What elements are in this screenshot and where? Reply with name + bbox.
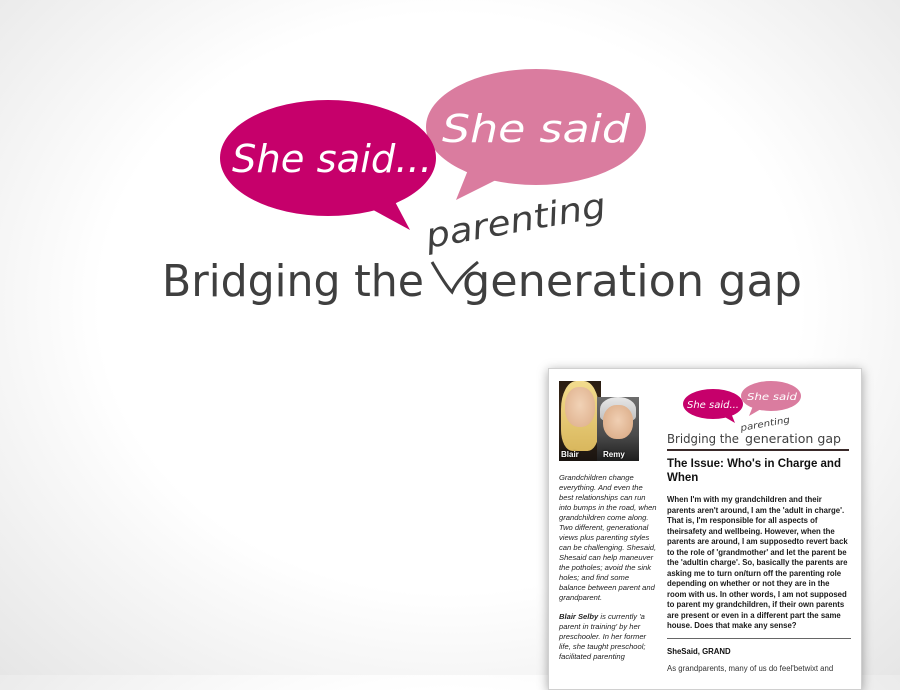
card-left-column xyxy=(559,381,659,671)
blair-photo xyxy=(559,381,601,461)
bubble-right-text: She said xyxy=(442,107,632,151)
card-bubble-right-text: She said xyxy=(747,392,798,403)
bubble-left-text: She said... xyxy=(232,137,432,181)
card-tagline-left: Bridging the xyxy=(667,432,739,446)
remy-photo-label: Remy xyxy=(603,450,625,459)
author-photos xyxy=(559,381,639,461)
response-body: As grandparents, many of us do feel'betwixt and xyxy=(667,663,834,673)
intro-paragraph: Grandchildren change everything. And even the best relationships can run into bumps in the road, when grandchildren come along. Two different, generational views plus parenting styles can be challenging. Shesaid, Shesaid can help maneuver the potholes; avoid the sink holes; and find some balance between parent and grandparent. xyxy=(559,473,657,602)
bio-paragraph xyxy=(559,612,657,662)
tagline-left: Bridging the xyxy=(162,256,424,307)
newsletter-preview-card xyxy=(548,368,862,690)
tagline-insert: parenting xyxy=(422,188,592,257)
tagline-right: generation gap xyxy=(462,256,802,307)
bio-text: is currently 'a parent in training' by her preschooler. In her former life, she taught preschool; facilitated parenting xyxy=(559,612,647,661)
card-right-column xyxy=(667,457,851,674)
bio-name: Blair Selby xyxy=(559,612,599,621)
card-logo xyxy=(661,375,851,451)
card-bubble-left-text: She said... xyxy=(687,400,739,411)
issue-body: When I'm with my grandchildren and their parents aren't around, I am the 'adult in charge'. That is, I'm responsible for all aspects of theirsafety and wellbeing. However, when the parents are around, I am supposedto revert back to the role of 'grandmother' and let the parent be the 'adultin charge'. So, basically the parents are asking me to turn on/turn off the parenting role depending on whether or not they are in the room with us. In other words, I am not supposed to parent my grandchildren, if their own parents are present or even in a different part the same house. Does that make any sense? xyxy=(667,495,848,630)
blair-face xyxy=(565,387,595,427)
intro-text-block xyxy=(559,473,657,662)
blair-photo-label: Blair xyxy=(561,450,579,459)
remy-photo xyxy=(597,397,639,461)
card-tagline-insert: parenting xyxy=(739,416,785,434)
card-tagline-right: generation gap xyxy=(745,432,841,446)
response-heading: SheSaid, GRAND xyxy=(667,646,731,656)
issue-title: The Issue: Who's in Charge and When xyxy=(667,458,841,484)
section-rule xyxy=(667,638,851,639)
card-divider xyxy=(667,449,849,451)
remy-face xyxy=(603,405,633,439)
